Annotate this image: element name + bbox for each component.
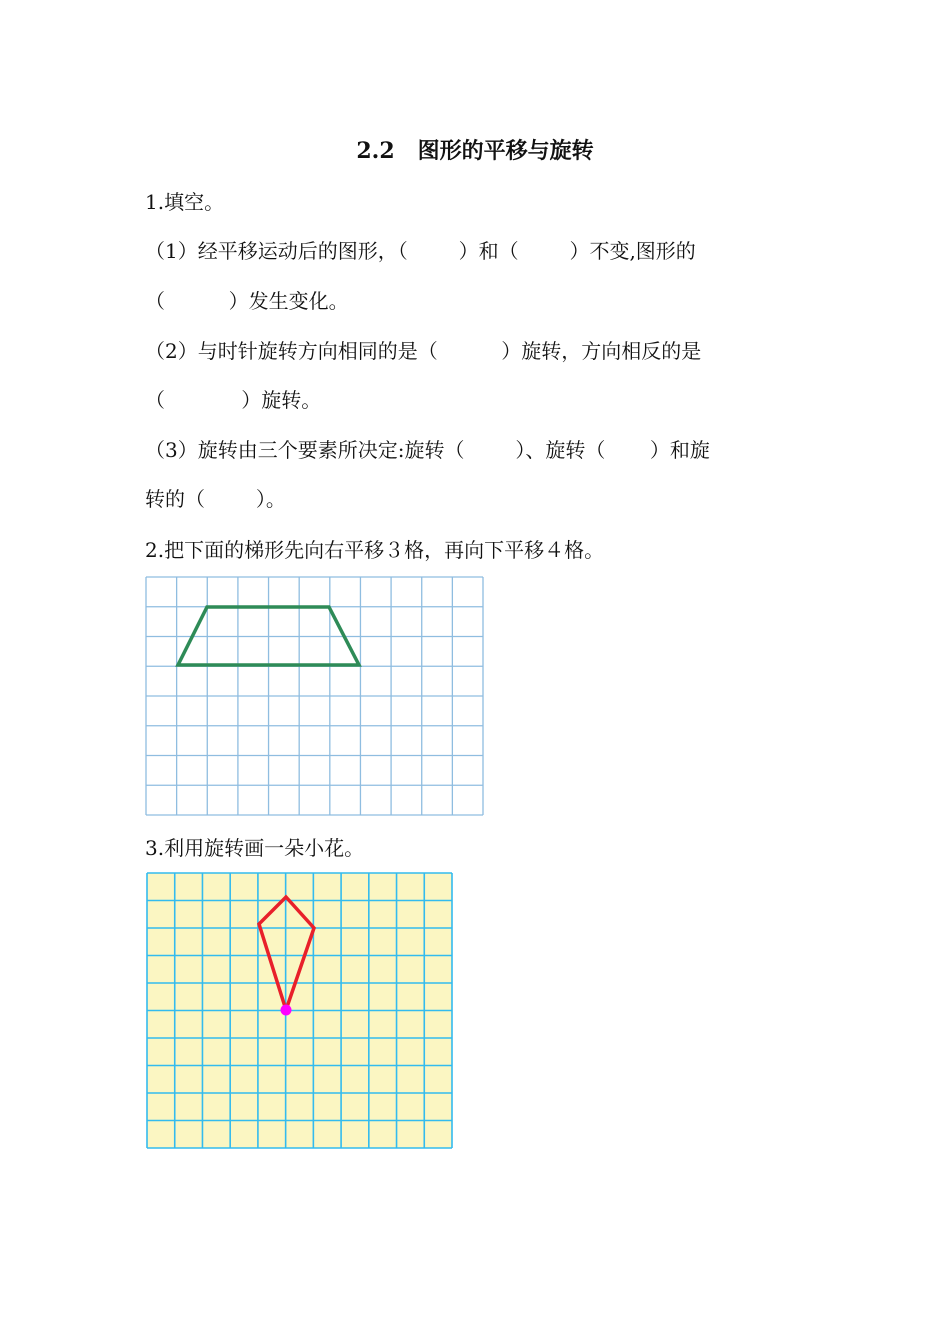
q1-line-1: （1）经平移运动后的图形，（ ）和（ ）不变,图形的: [145, 239, 696, 263]
q1-line-5: （3）旋转由三个要素所决定:旋转（ ）、旋转（ ）和旋: [145, 438, 710, 462]
rotation-center-dot: [281, 1005, 292, 1016]
q1-line-2: （ ）发生变化。: [145, 289, 349, 313]
q1-line-3: （2）与时针旋转方向相同的是（ ）旋转，方向相反的是: [145, 339, 702, 363]
q1-heading: 1.填空。: [145, 190, 225, 214]
q3-heading: 3.利用旋转画一朵小花。: [145, 836, 365, 860]
flower-grid: [146, 872, 453, 1150]
page-title: 2.2 图形的平移与旋转: [356, 138, 594, 164]
q1-line-4: （ ）旋转。: [145, 388, 322, 412]
trapezoid-grid: [145, 576, 485, 817]
q1-line-6: 转的（ ）。: [145, 487, 286, 511]
trapezoid-grid-lines: [146, 577, 483, 815]
q2-heading: 2.把下面的梯形先向右平移３格，再向下平移４格。: [145, 538, 605, 562]
